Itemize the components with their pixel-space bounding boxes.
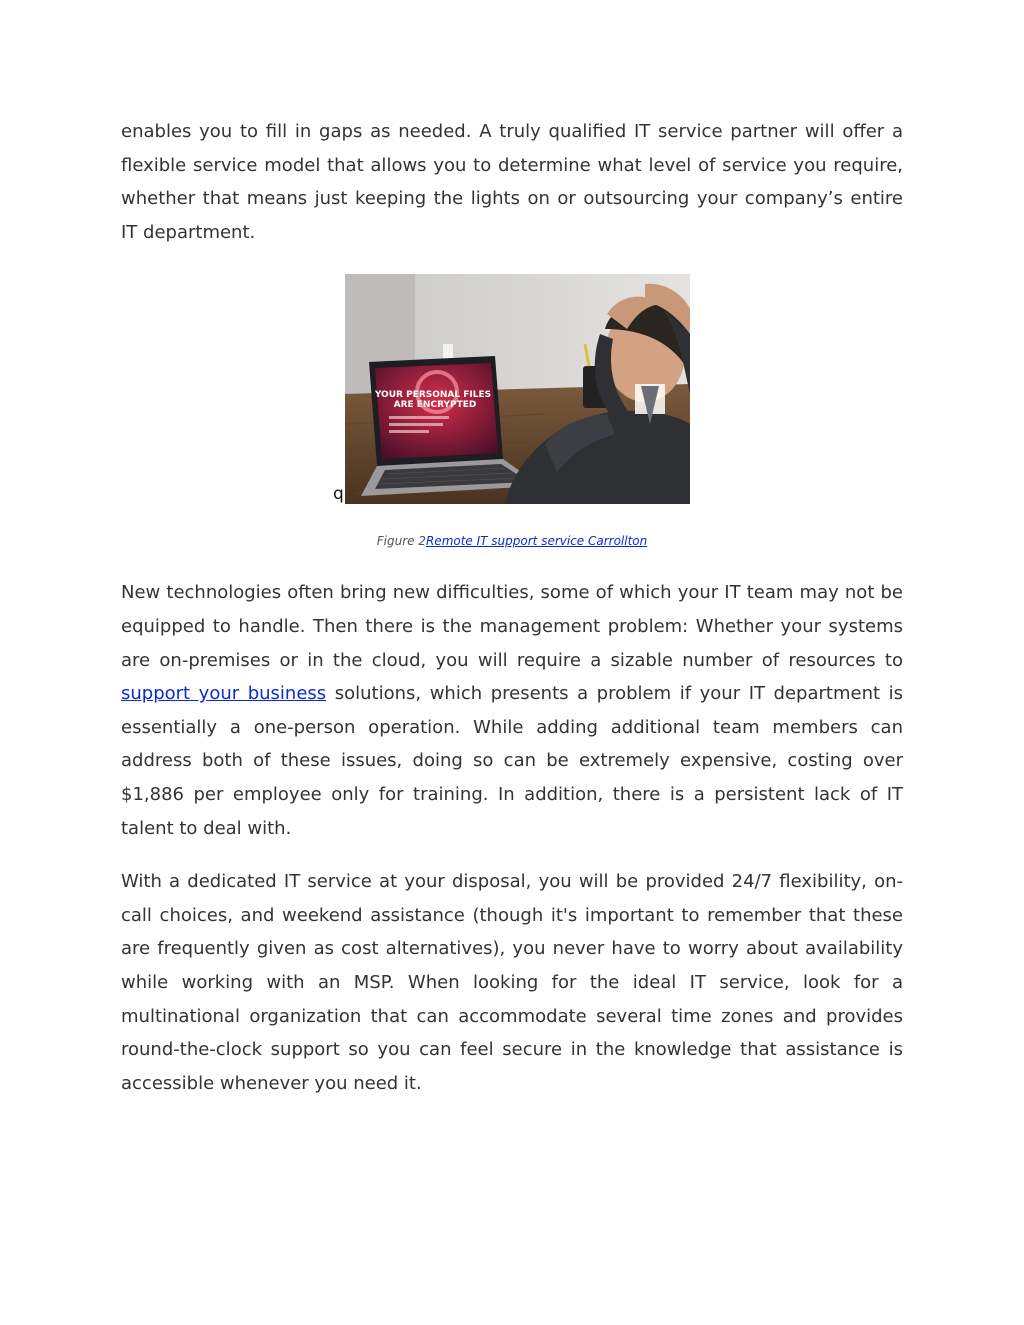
- screen-text-line-1: YOUR PERSONAL FILES: [374, 390, 492, 401]
- paragraph-technologies: [121, 576, 903, 845]
- paragraph-technologies-end: solutions, which presents a problem if your IT department is essentially a one-person operation. While adding additional team members can address both of these issues, doing so can be extremely expensive, costing over $1,886 per employee only for training. In addition, there is a persistent lack of IT talent to deal with.: [121, 683, 904, 839]
- figure-caption: [121, 534, 903, 548]
- caption-prefix: Figure 2: [376, 534, 426, 549]
- document-page: [121, 115, 903, 1100]
- support-business-link[interactable]: support your business: [121, 683, 327, 705]
- paragraph-dedicated-service: With a dedicated IT service at your disposal, you will be provided 24/7 flexibility, on-call choices, and weekend assistance (though it's important to remember that these are frequently given as cost alternatives), you never have to worry about availability while working with an MSP. When looking for the ideal IT service, look for a multinational organization that can accommodate several time zones and provides round-the-clock support so you can feel secure in the knowledge that assistance is accessible whenever you need it.: [121, 871, 903, 1094]
- paragraph-intro: enables you to fill in gaps as needed. A truly qualified IT service partner will offer a flexible service model that allows you to determine what level of service you require, whether that means just keeping the lights on or outsourcing your company’s entire IT department.: [121, 121, 903, 243]
- caption-link[interactable]: Remote IT support service Carrollton: [425, 534, 648, 549]
- figure-2: [121, 274, 903, 504]
- screen-text-line-2: ARE ENCRYPTED: [393, 400, 477, 411]
- figure-marker: q: [333, 484, 344, 505]
- ransomware-photo: [345, 274, 690, 504]
- paragraph-technologies-start: New technologies often bring new difficulties, some of which your IT team may not be equipped to handle. Then there is the management problem: Whether your systems are on-premises or in the cloud, you will require a sizable number of resources to: [121, 582, 903, 671]
